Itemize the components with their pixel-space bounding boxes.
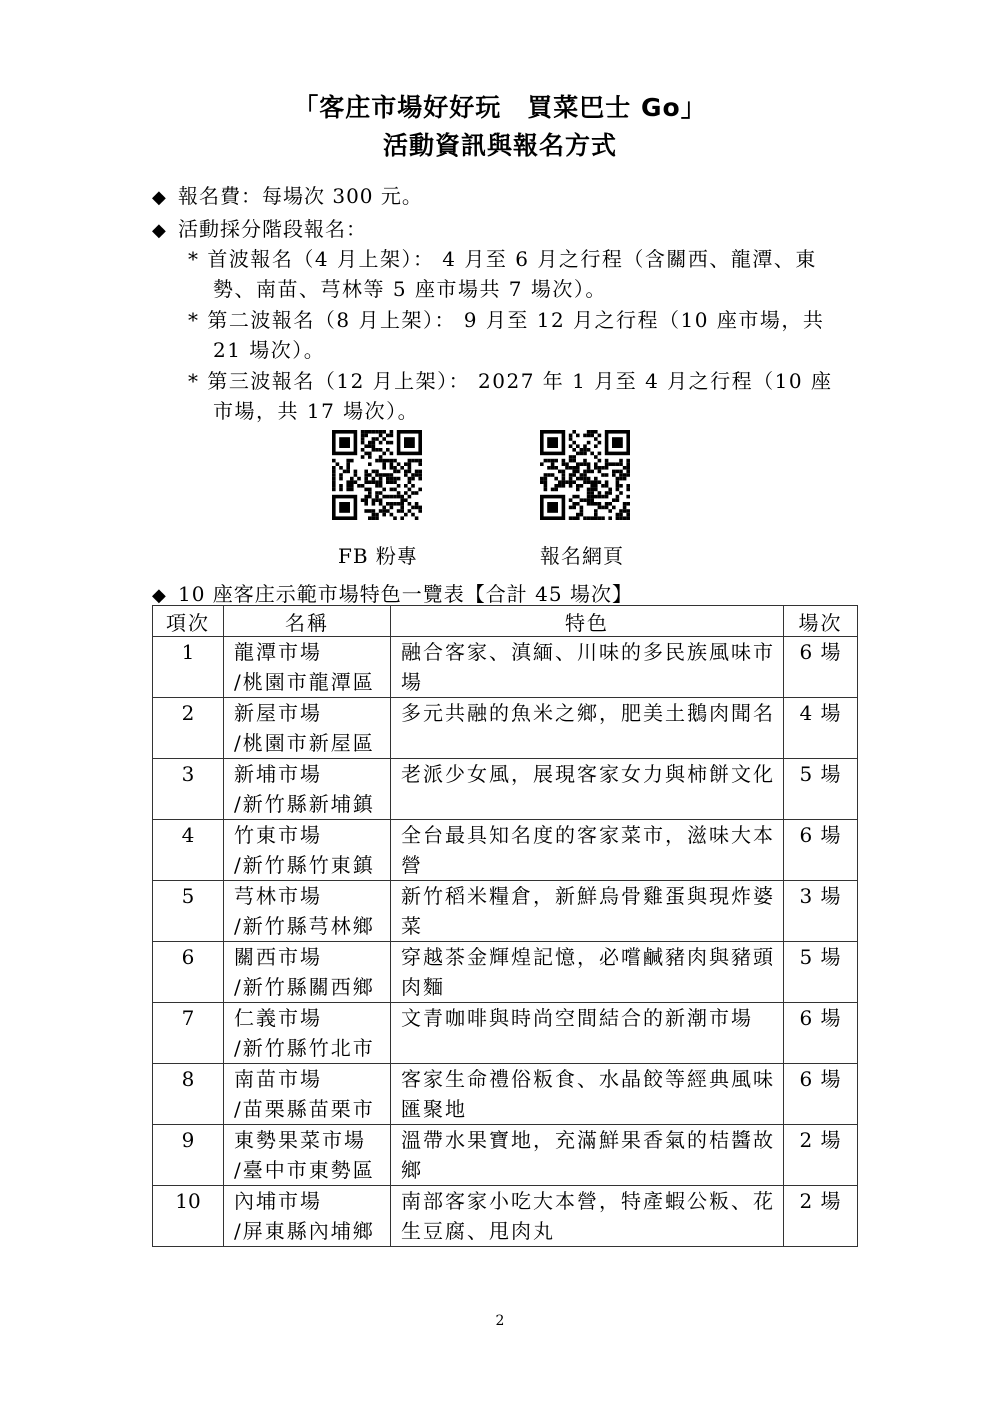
row-count: 6 場: [784, 1064, 858, 1125]
table-section-heading-line: [152, 578, 633, 607]
registration-page-qr-code-icon[interactable]: [540, 430, 630, 520]
row-count: 6 場: [784, 1003, 858, 1064]
market-name: 東勢果菜市場: [234, 1128, 366, 1152]
row-index: 3: [153, 759, 224, 820]
row-feature: 文青咖啡與時尚空間結合的新潮市場: [391, 1003, 784, 1064]
table-row: [153, 698, 858, 759]
table-body: [153, 637, 858, 1247]
document-subtitle: 活動資訊與報名方式: [382, 131, 617, 160]
row-name: [224, 637, 391, 698]
table-row: [153, 1064, 858, 1125]
fee-line: [152, 180, 423, 209]
market-location: /臺中市東勢區: [234, 1158, 375, 1182]
row-index: 2: [153, 698, 224, 759]
header-name: 名稱: [224, 606, 391, 637]
market-features-table: [152, 605, 858, 1247]
row-count: 6 場: [784, 820, 858, 881]
market-location: /桃園市新屋區: [234, 731, 375, 755]
market-location: /苗栗縣苗栗市: [234, 1097, 375, 1121]
table-row: [153, 942, 858, 1003]
header-index: 項次: [153, 606, 224, 637]
row-name: [224, 1064, 391, 1125]
registration-page-label: 報名網頁: [540, 544, 624, 568]
row-feature: 南部客家小吃大本營，特產蝦公粄、花生豆腐、甩肉丸: [391, 1186, 784, 1247]
row-feature: 多元共融的魚米之鄉，肥美土鵝肉聞名: [391, 698, 784, 759]
fb-fanpage-qr-code-icon[interactable]: [332, 430, 422, 520]
market-location: /新竹縣新埔鎮: [234, 792, 375, 816]
market-location: /新竹縣竹北市: [234, 1036, 375, 1060]
row-name: [224, 1125, 391, 1186]
row-index: 10: [153, 1186, 224, 1247]
diamond-bullet-icon: ◆: [152, 220, 167, 241]
header-feature: 特色: [391, 606, 784, 637]
market-name: 龍潭市場: [234, 640, 322, 664]
row-feature: 客家生命禮俗粄食、水晶餃等經典風味匯聚地: [391, 1064, 784, 1125]
row-name: [224, 1003, 391, 1064]
table-header-row: [153, 606, 858, 637]
row-count: 5 場: [784, 759, 858, 820]
row-count: 4 場: [784, 698, 858, 759]
market-location: /新竹縣芎林鄉: [234, 914, 375, 938]
stages-heading: 活動採分階段報名：: [178, 217, 367, 241]
row-feature: 融合客家、滇緬、川味的多民族風味市場: [391, 637, 784, 698]
market-name: 新屋市場: [234, 701, 322, 725]
table-row: [153, 881, 858, 942]
diamond-bullet-icon: ◆: [152, 585, 167, 606]
row-index: 9: [153, 1125, 224, 1186]
table-section-heading: 10 座客庄示範市場特色一覽表【合計 45 場次】: [178, 582, 633, 606]
stages-heading-line: [152, 213, 367, 242]
row-count: 3 場: [784, 881, 858, 942]
table-row: [153, 759, 858, 820]
page-number: 2: [495, 1313, 505, 1329]
table-row: [153, 1125, 858, 1186]
stage-1-line-1: * 首波報名（4 月上架）： 4 月至 6 月之行程（含關西、龍潭、東: [188, 247, 817, 271]
market-location: /新竹縣竹東鎮: [234, 853, 375, 877]
row-count: 6 場: [784, 637, 858, 698]
market-name: 關西市場: [234, 945, 322, 969]
table-row: [153, 820, 858, 881]
row-index: 5: [153, 881, 224, 942]
diamond-bullet-icon: ◆: [152, 187, 167, 208]
row-count: 2 場: [784, 1186, 858, 1247]
market-location: /屏東縣內埔鄉: [234, 1219, 375, 1243]
market-name: 內埔市場: [234, 1189, 322, 1213]
row-feature: 全台最具知名度的客家菜市，滋味大本營: [391, 820, 784, 881]
table-row: [153, 1186, 858, 1247]
row-name: [224, 881, 391, 942]
stage-2-line-1: * 第二波報名（8 月上架）： 9 月至 12 月之行程（10 座市場，共: [188, 308, 825, 332]
table-row: [153, 637, 858, 698]
market-name: 南苗市場: [234, 1067, 322, 1091]
header-count: 場次: [784, 606, 858, 637]
row-feature: 老派少女風，展現客家女力與柿餅文化: [391, 759, 784, 820]
row-index: 6: [153, 942, 224, 1003]
row-count: 5 場: [784, 942, 858, 1003]
stage-3-line-1: * 第三波報名（12 月上架）： 2027 年 1 月至 4 月之行程（10 座: [188, 369, 833, 393]
market-name: 新埔市場: [234, 762, 322, 786]
row-name: [224, 1186, 391, 1247]
row-name: [224, 698, 391, 759]
market-location: /新竹縣關西鄉: [234, 975, 375, 999]
row-index: 1: [153, 637, 224, 698]
row-feature: 溫帶水果寶地，充滿鮮果香氣的桔醬故鄉: [391, 1125, 784, 1186]
market-name: 芎林市場: [234, 884, 322, 908]
row-name: [224, 820, 391, 881]
stage-2-line-2: 21 場次）。: [213, 338, 326, 362]
row-name: [224, 759, 391, 820]
market-location: /桃園市龍潭區: [234, 670, 375, 694]
row-index: 8: [153, 1064, 224, 1125]
fb-fanpage-label: FB 粉專: [338, 544, 418, 568]
market-name: 仁義市場: [234, 1006, 322, 1030]
row-name: [224, 942, 391, 1003]
document-title: 「客庄市場好好玩 買菜巴士 Go」: [293, 93, 707, 122]
row-count: 2 場: [784, 1125, 858, 1186]
row-index: 4: [153, 820, 224, 881]
table-row: [153, 1003, 858, 1064]
fee-text: 報名費：每場次 300 元。: [178, 184, 423, 208]
market-name: 竹東市場: [234, 823, 322, 847]
row-feature: 新竹稻米糧倉，新鮮烏骨雞蛋與現炸婆菜: [391, 881, 784, 942]
stage-1-line-2: 勢、南苗、芎林等 5 座市場共 7 場次）。: [213, 277, 607, 301]
stage-3-line-2: 市場，共 17 場次）。: [213, 399, 420, 423]
row-feature: 穿越茶金輝煌記憶，必嚐鹹豬肉與豬頭肉麵: [391, 942, 784, 1003]
row-index: 7: [153, 1003, 224, 1064]
